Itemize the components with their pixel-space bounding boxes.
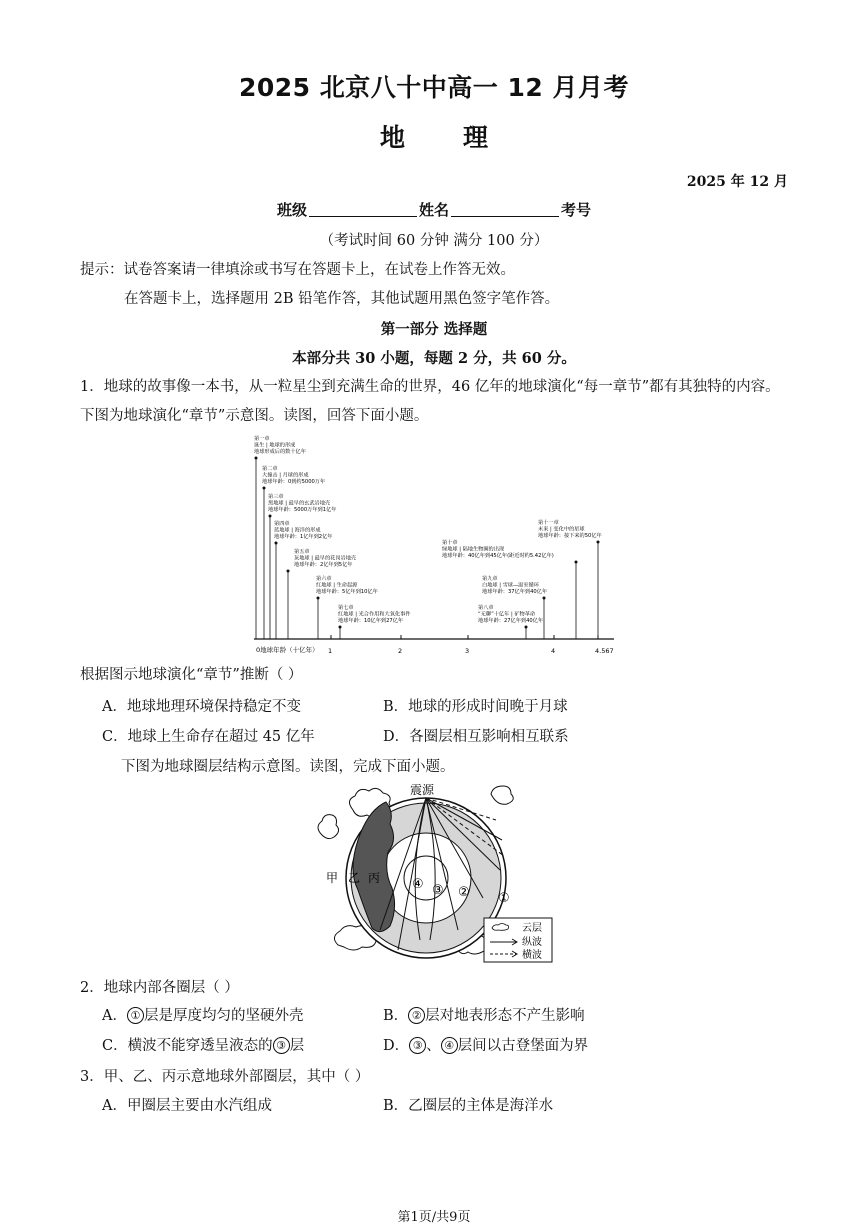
chapter-marker-dot — [597, 541, 600, 544]
section-title: 第一部分 选择题 — [380, 321, 488, 338]
q2-question: 2．地球内部各圈层（ ） — [80, 980, 239, 996]
earth-sphere-diagram — [308, 780, 558, 972]
chapter-number: 第四章 — [274, 521, 290, 527]
q1-option-c[interactable]: C．地球上生命存在超过 45 亿年 — [102, 729, 315, 745]
q2-b-layer-num: ② — [408, 1007, 425, 1024]
chapter-number: 第五章 — [294, 549, 310, 555]
cloud-icon — [491, 786, 513, 804]
quake-source-label: 震源 — [410, 783, 435, 797]
subject-title: 地理 — [379, 123, 546, 152]
chapter-number: 第七章 — [338, 605, 354, 611]
legend-p-wave-label: 纵波 — [522, 937, 542, 948]
chapter-title: 红地球 | 生命起源 — [316, 582, 358, 589]
layer-2-label: ② — [458, 885, 470, 900]
chapter-title: 红地球 | 光合作用和大氧化事件 — [338, 611, 411, 618]
exam-title: 2025 北京八十中高一 12 月月考 — [239, 73, 629, 102]
chapter-marker-dot — [317, 597, 320, 600]
layer-4-label: ④ — [412, 877, 424, 892]
exam-info: （考试时间 60 分钟 满分 100 分） — [319, 233, 549, 249]
chapter-title: “无聊”十亿年 | 矿物革命 — [478, 611, 536, 618]
q1-option-a[interactable]: A．地球地理环境保持稳定不变 — [102, 699, 301, 715]
timeline-axis-label: 0地球年龄（十亿年） — [256, 646, 319, 654]
axis-tick-label: 4.567 — [595, 647, 614, 655]
tip-line-1: 提示：试卷答案请一律填涂或书写在答题卡上，在试卷上作答无效。 — [80, 262, 515, 278]
chapter-number: 第二章 — [262, 466, 278, 472]
number-label: 考号 — [561, 201, 592, 219]
chapter-marker-dot — [525, 626, 528, 629]
q2-c-text: 层 — [289, 1038, 305, 1054]
q1-option-d[interactable]: D．各圈层相互影响相互联系 — [383, 729, 569, 745]
q2-option-a[interactable] — [102, 1004, 303, 1025]
class-label: 班级 — [276, 201, 307, 219]
chapter-marker-dot — [287, 570, 290, 573]
label-bing: 丙 — [368, 871, 381, 885]
chapter-title: 大撞击 | 月球的形成 — [262, 472, 309, 479]
q2-a-prefix: A． — [102, 1008, 127, 1024]
chapter-number: 第九章 — [482, 576, 498, 582]
chapter-title: 绿地球 | 陆地生物圈的出现 — [442, 546, 505, 553]
q3-option-a[interactable]: A．甲圈层主要由水汽组成 — [102, 1098, 272, 1114]
chapter-marker-dot — [339, 626, 342, 629]
q2-option-b[interactable] — [383, 1004, 585, 1025]
q2-intro: 下图为地球圈层结构示意图。读图，完成下面小题。 — [121, 759, 455, 775]
q2-b-text: 层对地表形态不产生影响 — [425, 1008, 585, 1024]
label-jia: 甲 — [326, 871, 339, 885]
student-info-fields — [0, 199, 868, 220]
q2-d-prefix: D． — [383, 1038, 410, 1054]
chapter-number: 第十章 — [442, 540, 458, 546]
chapter-marker-dot — [275, 542, 278, 545]
q2-d-separator: 、 — [426, 1038, 441, 1054]
chapter-title: 灰地球 | 最早的花岗岩地壳 — [294, 555, 357, 562]
name-label: 姓名 — [418, 201, 449, 219]
axis-tick-label: 3 — [465, 647, 470, 655]
chapter-age: 地球年龄：37亿年到40亿年 — [482, 589, 548, 595]
q2-option-c[interactable] — [102, 1034, 304, 1055]
axis-tick-label: 1 — [328, 647, 333, 655]
q2-d-layer-num-2: ④ — [441, 1037, 458, 1054]
chapter-title: 白地球 | 雪球—温室循环 — [482, 582, 539, 589]
chapter-number: 第八章 — [478, 605, 494, 611]
chapter-age: 地球年龄：1亿年到2亿年 — [274, 534, 333, 540]
section-note: 本部分共 30 小题，每题 2 分，共 60 分。 — [292, 350, 576, 367]
chapter-number: 第三章 — [268, 494, 284, 500]
chapter-marker-dot — [263, 487, 266, 490]
earth-evolution-timeline — [246, 432, 618, 662]
cloud-icon — [318, 815, 339, 839]
q2-a-layer-num: ① — [127, 1007, 144, 1024]
chapter-number: 第十一章 — [538, 520, 559, 526]
name-blank — [451, 202, 559, 217]
page-footer: 第1页/共9页 — [397, 1210, 471, 1225]
q2-c-prefix: C．横波不能穿透呈液态的 — [102, 1038, 273, 1054]
chapter-age: 地球年龄：27亿年到40亿年 — [478, 618, 544, 624]
q2-d-layer-num-1: ③ — [409, 1037, 426, 1054]
q2-a-text: 层是厚度均匀的坚硬外壳 — [143, 1008, 304, 1024]
chapter-age: 地球年龄：5亿年到10亿年 — [316, 589, 378, 595]
layer-1-label: ① — [498, 891, 510, 906]
chapter-number: 第一章 — [254, 436, 270, 442]
chapter-title: 诞生 | 地球的形成 — [254, 442, 296, 449]
chapter-title: 未来 | 变化中的星球 — [538, 526, 585, 533]
q3-option-b[interactable]: B．乙圈层的主体是海洋水 — [383, 1098, 554, 1114]
q3-question: 3．甲、乙、丙示意地球外部圈层，其中（ ） — [80, 1069, 370, 1085]
q1-stem: 1．地球的故事像一本书，从一粒星尘到充满生命的世界，46 亿年的地球演化“每一章节”都有其独特的内容。下图为地球演化“章节”示意图。读图，回答下面小题。 — [80, 379, 780, 424]
chapter-age: 地球年龄：0到约5000万年 — [262, 479, 326, 485]
chapter-age: 地球年龄：40亿年到45亿年(距近时约5.42亿年) — [442, 553, 554, 559]
chapter-marker-dot — [575, 561, 578, 564]
legend-s-wave-label: 横波 — [522, 950, 542, 961]
legend-cloud-label: 云层 — [522, 923, 542, 934]
chapter-title: 黑地球 | 最早的玄武岩地壳 — [268, 500, 331, 507]
layer-3-label: ③ — [432, 883, 444, 898]
chapter-title: 蓝地球 | 海洋的形成 — [274, 527, 321, 534]
chapter-age: 地球年龄：接下来的50亿年 — [538, 533, 602, 539]
class-blank — [309, 202, 417, 217]
q2-c-layer-num: ③ — [273, 1037, 290, 1054]
chapter-age: 地球形成后的数十亿年 — [254, 449, 306, 455]
chapter-marker-dot — [255, 457, 258, 460]
chapter-age: 地球年龄：2亿年到5亿年 — [294, 562, 353, 568]
q1-option-b[interactable]: B．地球的形成时间晚于月球 — [383, 699, 568, 715]
label-yi: 乙 — [348, 871, 361, 885]
tip-line-2: 在答题卡上，选择题用 2B 铅笔作答，其他试题用黑色签字笔作答。 — [124, 291, 560, 307]
q2-d-text: 层间以古登堡面为界 — [457, 1038, 589, 1054]
q1-question: 根据图示地球演化“章节”推断（ ） — [80, 667, 303, 683]
chapter-marker-dot — [269, 515, 272, 518]
axis-tick-label: 4 — [551, 647, 556, 655]
exam-date: 2025 年 12 月 — [686, 174, 788, 190]
q2-option-d[interactable] — [383, 1034, 588, 1055]
axis-tick-label: 2 — [398, 647, 403, 655]
chapter-age: 地球年龄：10亿年到27亿年 — [338, 618, 404, 624]
q2-b-prefix: B． — [383, 1008, 409, 1024]
chapter-marker-dot — [543, 597, 546, 600]
chapter-age: 地球年龄：5000万年到1亿年 — [268, 507, 337, 513]
chapter-number: 第六章 — [316, 576, 332, 582]
